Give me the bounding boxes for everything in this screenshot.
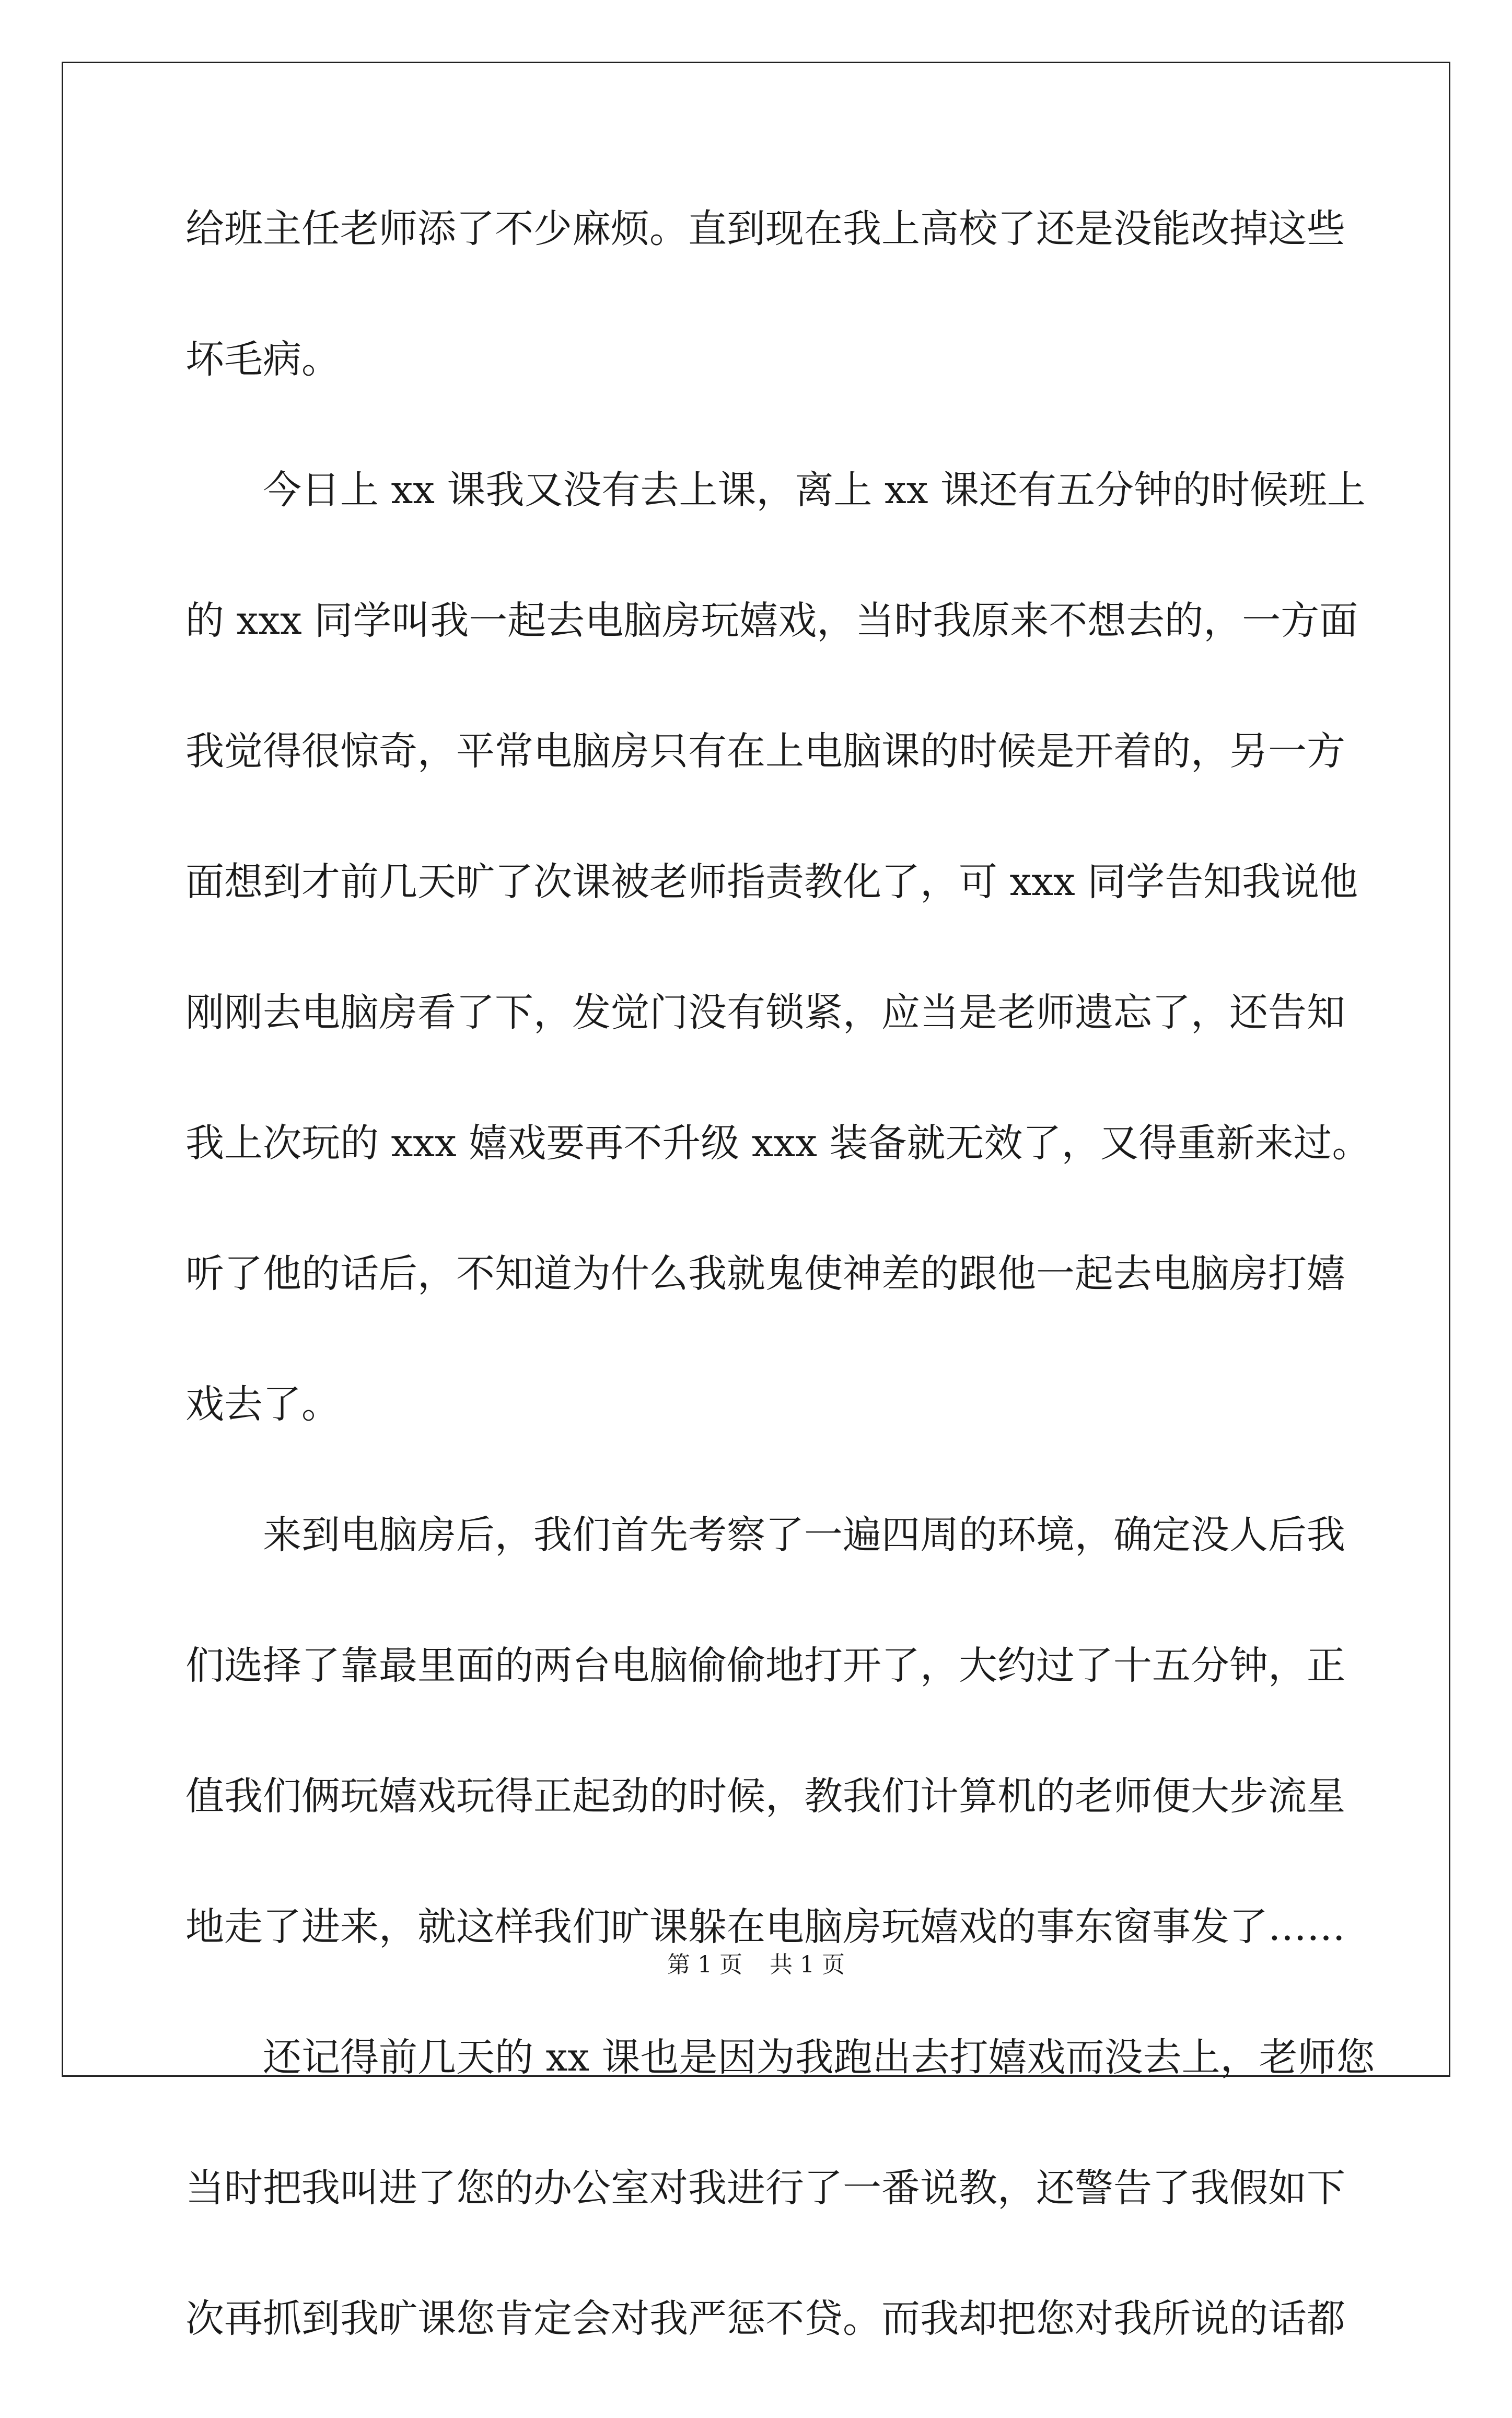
text-line-5: 我觉得很惊奇，平常电脑房只有在上电脑课的时候是开着的，另一方: [185, 729, 1345, 774]
text-line-2: 坏毛病。: [185, 337, 340, 382]
page-footer: [0, 1950, 1512, 1980]
text-line-13: 值我们俩玩嬉戏玩得正起劲的时候，教我们计算机的老师便大步流星: [185, 1774, 1345, 1819]
page-number: 第 1 页: [667, 1951, 742, 1978]
text-line-8: 我上次玩的 xxx 嬉戏要再不升级 xxx 装备就无效了，又得重新来过。: [185, 1121, 1371, 1166]
text-line-4: 的 xxx 同学叫我一起去电脑房玩嬉戏，当时我原来不想去的，一方面: [185, 598, 1358, 643]
body-text: [185, 197, 1375, 2418]
page-total: 共 1 页: [770, 1951, 845, 1978]
text-line-3: 今日上 xx 课我又没有去上课，离上 xx 课还有五分钟的时候班上: [263, 468, 1366, 513]
text-line-14: 地走了进来，就这样我们旷课躲在电脑房玩嬉戏的事东窗事发了……: [185, 1904, 1345, 1949]
text-line-16: 当时把我叫进了您的办公室对我进行了一番说教，还警告了我假如下: [185, 2166, 1345, 2211]
text-line-12: 们选择了靠最里面的两台电脑偷偷地打开了，大约过了十五分钟，正: [185, 1643, 1345, 1688]
text-line-17: 次再抓到我旷课您肯定会对我严惩不贷。而我却把您对我所说的话都: [185, 2296, 1345, 2341]
text-line-7: 刚刚去电脑房看了下，发觉门没有锁紧，应当是老师遗忘了，还告知: [185, 990, 1345, 1035]
text-line-1: 给班主任老师添了不少麻烦。直到现在我上高校了还是没能改掉这些: [185, 206, 1345, 251]
text-line-15: 还记得前几天的 xx 课也是因为我跑出去打嬉戏而没去上，老师您: [263, 2035, 1375, 2080]
text-line-6: 面想到才前几天旷了次课被老师指责教化了，可 xxx 同学告知我说他: [185, 859, 1358, 904]
text-line-11: 来到电脑房后，我们首先考察了一遍四周的环境，确定没人后我: [263, 1513, 1345, 1557]
text-line-9: 听了他的话后，不知道为什么我就鬼使神差的跟他一起去电脑房打嬉: [185, 1251, 1345, 1296]
text-line-10: 戏去了。: [185, 1382, 340, 1427]
